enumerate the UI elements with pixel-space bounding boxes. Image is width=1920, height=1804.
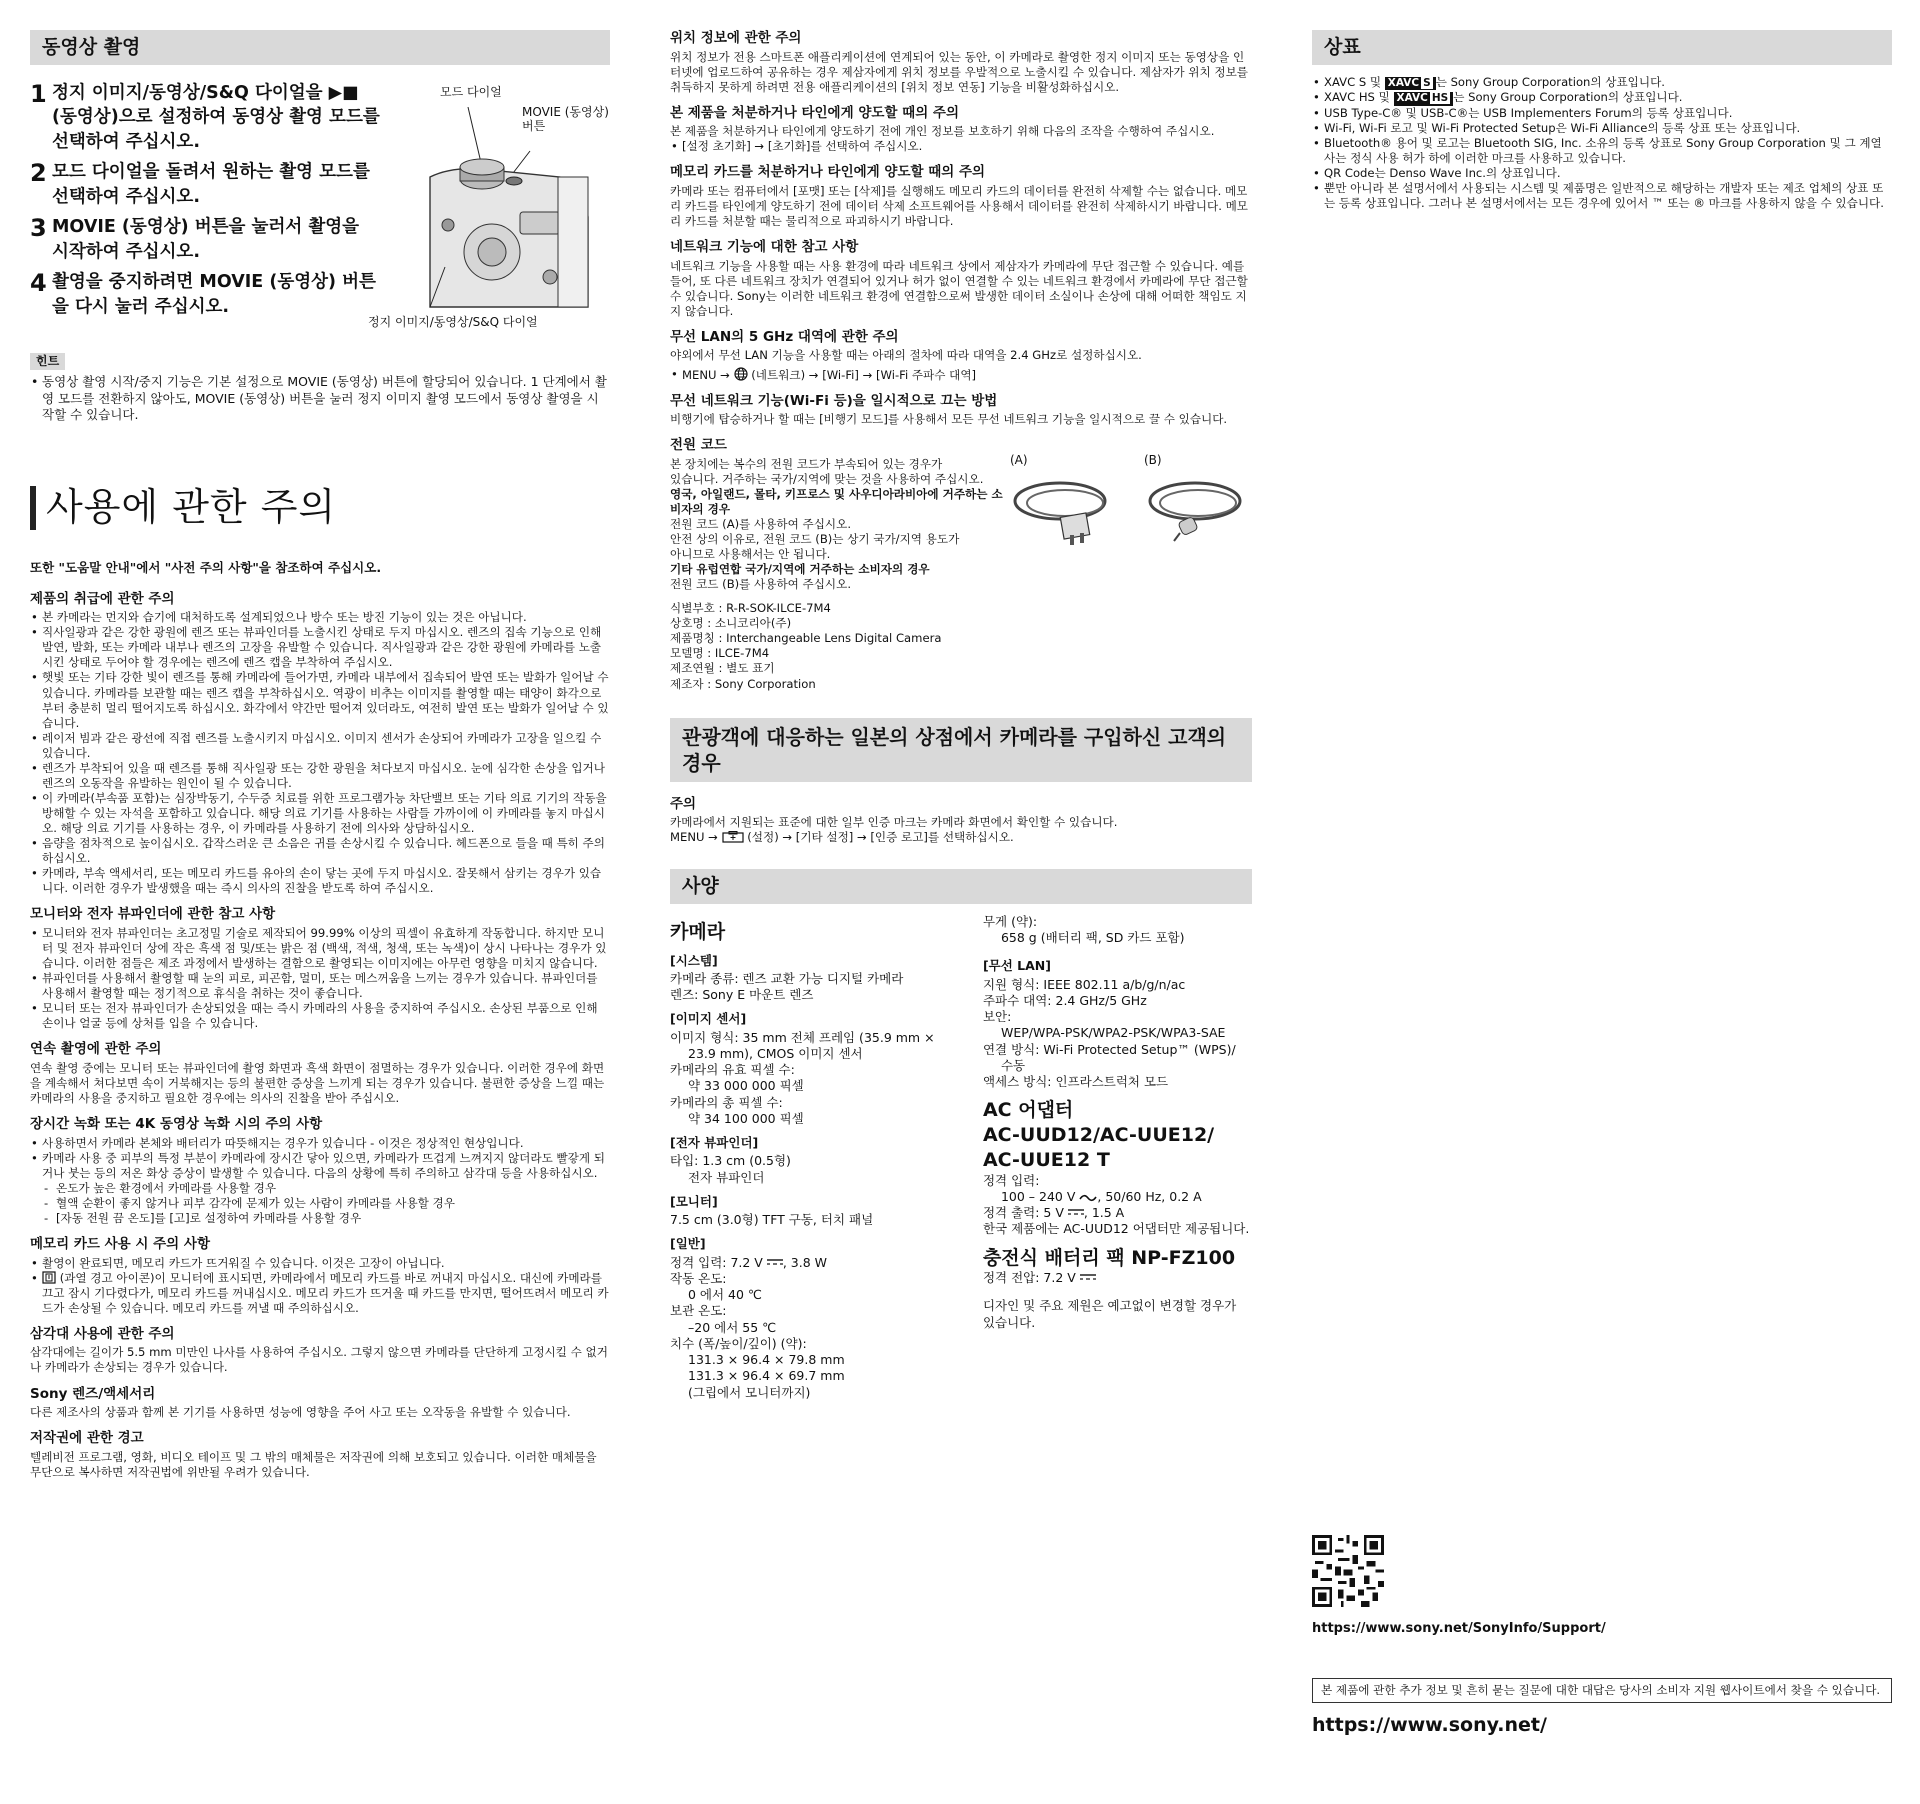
camera-body-illustration [410, 104, 610, 312]
section-5ghz-text: 야외에서 무선 LAN 기능을 사용할 때는 아래의 절차에 따라 대역을 2.4 GHz로 설정하십시오. [670, 348, 1142, 363]
list-item: • 모니터 또는 전자 뷰파인더가 손상되었을 때는 즉시 카메라의 사용을 중지하여 주십시오. 손상된 부품으로 인해 손이나 얼굴 등에 상처를 입을 수 있습니다. [30, 1001, 610, 1031]
section-card-dispose-text: 카메라 또는 컴퓨터에서 [포맷] 또는 [삭제]를 실행해도 메모리 카드의 데이터를 완전히 삭제할 수는 없습니다. 메모리 카드를 타인에게 양도하기 전에 데이터 삭제 소프트웨어를 사용해서 데이터를 완전히 삭제하시기 바랍니다. 메모리 카드를 처분할 때는 물리적으로 파괴하시기 바랍니다. [670, 183, 1248, 229]
support-url-link[interactable]: https://www.sony.net/SonyInfo/Support/ [1312, 1621, 1606, 1637]
section-title-trademark: 상표 [1312, 30, 1892, 65]
section-copyright-title: 저작권에 관한 경고 [30, 1430, 144, 1447]
section-network-title: 네트워크 기능에 대한 참고 사항 [670, 239, 859, 256]
overheat-warning-icon [42, 1271, 56, 1284]
chapter-bar [30, 486, 36, 530]
section-tripod-text: 삼각대에는 길이가 5.5 mm 미만인 나사를 사용하여 주십시오. 그렇지 않으면 카메라를 단단하게 고정시킬 수 없거나 카메라가 손상되는 경우가 있습니다. [30, 1345, 608, 1375]
list-item: • [설정 초기화] → [초기화]를 선택하여 주십시오. [670, 139, 1252, 154]
section-power-title: 전원 코드 [670, 437, 727, 454]
step-4: 4 촬영을 중지하려면 MOVIE (동영상) 버튼을 다시 눌러 주십시오. [30, 269, 376, 317]
menu-path-cert: MENU → (설정) → [기타 설정] → [인증 로고]를 선택하십시오. [670, 830, 1014, 845]
section-location-title: 위치 정보에 관한 주의 [670, 30, 802, 46]
spec-disclaimer: 디자인 및 주요 제원은 예고없이 변경할 경우가 있습니다. [982, 1298, 1237, 1330]
trademark-item: • USB Type-C® 및 USB-C®는 USB Implementers Forum의 등록 상표입니다. [1312, 106, 1892, 121]
movie-steps-block [30, 75, 610, 347]
battery-title: 충전식 배터리 팩 NP-FZ100 [982, 1246, 1236, 1269]
trademark-item: • Wi-Fi, Wi-Fi 로고 및 Wi-Fi Protected Setup은 Wi-Fi Alliance의 등록 상표 또는 상표입니다. [1312, 121, 1892, 136]
list-item: • 음량을 점차적으로 높이십시오. 갑작스러운 큰 소음은 귀를 손상시킬 수 있습니다. 헤드폰으로 들을 때 특히 주의하십시오. [30, 836, 610, 866]
sub-item: - 혈액 순환이 좋지 않거나 피부 감각에 문제가 있는 사람이 카메라를 사용할 경우 [30, 1196, 610, 1211]
section-airplane-text: 비행기에 탑승하거나 할 때는 [비행기 모드]를 사용해서 모든 무선 네트워크 기능을 일시적으로 끌 수 있습니다. [670, 412, 1228, 427]
rated-input: 정격 입력: 7.2 V , 3.8 W [670, 1254, 828, 1270]
precautions-list [30, 591, 610, 1480]
list-item: • 직사일광과 같은 강한 광원에 렌즈 또는 뷰파인더를 노출시킨 상태로 두지 마십시오. 렌즈의 집속 기능으로 인해 발연, 발화, 또는 카메라 내부나 렌즈의 고장을 유발할 수 있습니다. 직사일광과 같은 강한 광원에 카메라를 노출시킨 상태로 두어야 할 경우에는 렌즈에 렌즈 캡을 부착하여 주십시오. [30, 625, 610, 670]
chapter-title: 사용에 관한 주의 [46, 485, 337, 530]
hint-badge: 힌트 [30, 353, 65, 371]
trademark-item: • XAVC HS 및 XAVC HS 는 Sony Group Corporation의 상표입니다. [1312, 90, 1892, 106]
label-mode-dial: 모드 다이얼 [440, 84, 502, 99]
column-1 [30, 30, 610, 1480]
step-1: 1 정지 이미지/동영상/S&Q 다이얼을 ▶■ (동영상)으로 설정하여 동영상 촬영 모드를 선택하여 주십시오. [30, 79, 380, 152]
column-2: 위치 정보에 관한 주의 위치 정보가 전용 스마트폰 애플리케이션에 연계되어 있는 동안, 이 카메라로 촬영한 정지 이미지 또는 동영상을 인터넷에 업로드하여 공유하는 경우 제삼자에게 위치 정보를 우발적으로 노출시킬 수 있습니다. 제삼자가 위치 정보를 취득하지 못하게 하려면 전용 애플리케이션의 [위치 정보 연동] 기능을 비활성화하십시오. 본 제품을 처분하거나 타인에게 양도할 때의 주의 본 제품을 처분하거나 타인에게 양도하기 전에 개인 정보를 보호하기 위해 다음의 조작을 수행하여 주십시오. • [설정 초기화] → [초기화]를 선택하여 주십시오. 메모리 카드를 처분하거나 타인에게 양도할 때의 주의 카메라 또는 컴퓨터에서 [포맷] 또는 [삭제]를 실행해도 메모리 카드의 데이터를 완전히 삭제할 수는 없습니다. 메모리 카드를 타인에게 양도하기 전에 데이터 삭제 소프트웨어를 사용해서 데이터를 완전히 삭제하시기 바랍니다. 메모리 카드를 처분할 때는 물리적으로 파괴하시기 바랍니다. 네트워크 기능에 대한 참고 사항 네트워크 기능을 사용할 때는 사용 환경에 따라 네트워크 상에서 제삼자가 카메라에 무단 접근할 수 있습니다. 예를 들어, 또 다른 네트워크 장치가 연결되어 있거나 허가 없이 연결할 수 있는 네트워크 환경에서 카메라에 무단 접근할 수 있습니다. Sony는 이러한 네트워크 환경에 연결함으로써 발생한 데이터 소실이나 손상에 대해 어떠한 책임도 지지 않습니다. 무선 LAN의 5 GHz 대역에 관한 주의 야외에서 무선 LAN 기능을 사용할 때는 아래의 절차에 따라 대역을 2.4 GHz로 설정하십시오. • MENU → (네트워크) → [Wi-Fi] → [Wi-Fi 주파수 대역] 무선 네트워크 기능(Wi-Fi 등)을 일시적으로 끄는 방법 비행기에 탑승하거나 할 때는 [비행기 모드]를 사용해서 모든 무선 네트워크 기능을 일시적으로 끌 수 있습니다. 전원 코드 본 장치에는 복수의 전원 코드가 부속되어 있는 경우가 있습니다. 거주하는 국가/지역에 맞는 것을 사용하여 주십시오. 영국, 아일랜드, 몰타, 키프로스 및 사우디아라비아에 거주하는 소비자의 경우 전원 코드 (A)를 사용하여 주십시오. 안전 상의 이유로, 전원 코드 (B)는 상기 국가/지역 용도가 아니므로 사용해서는 안 됩니다. 기타 유럽연합 국가/지역에 거주하는 소비자의 경우 전원 코드 (B)를 사용하여 주십시오. (A) (B) 식별부호 : R-R-SOK-ILCE-7M4 상호명 : 소니코리아(주) 제품명칭 : Interchangeable Lens Digital Camera 모델명 : ILCE-7M4 제조연월 : 별도 표기 제조자 : Sony Corporation 관광객에 대응하는 일본의 상점에서 카메라를 구입하신 고객의 경우 주의 카메라에서 지원되는 표준에 대한 일부 인증 마크는 카메라 화면에서 확인할 수 있습니다. MENU → (설정) → [기타 설정] → [인증 로고]를 선택하십시오. 사양 카메라 [시스템] 카메라 종류: 렌즈 교환 가능 디지털 카메라 렌즈: Sony E 마운트 렌즈 [이미지 센서] 이미지 형식: 35 mm 전체 프레임 (35.9 mm × 23.9 mm), CMOS 이미지 센서 카메라의 유효 픽셀 수: 약 33 000 000 픽셀 카메라의 총 픽셀 수: 약 34 100 000 픽셀 [전자 뷰파인더] 타입: 1.3 cm (0.5형) 전자 뷰파인더 [모니터] 7.5 cm (3.0형) TFT 구동, 터치 패널 [일반] 정격 입력: 7.2 V , 3.8 W 작동 온도: 0 에서 40 ℃ 보관 온도: –20 에서 55 ℃ 치수 (폭/높이/깊이) (약): 131.3 × 96.4 × 79.8 mm 131.3 × 96.4 × 69.7 mm (그립에서 모니터까지) 무게 (약): 658 g (배터리 팩, SD 카드 포함) [무선 LAN] 지원 형식: IEEE 802.11 a/b/g/n/ac 주파수 대역: 2.4 GHz/5 GHz 보안: WEP/WPA-PSK/WPA2-PSK/WPA3-SAE 연결 방식: Wi-Fi Protected Setup™ (WPS)/ 수동 액세스 방식: 인프라스트럭처 모드 AC 어댑터 AC-UUD12/AC-UUE12/ AC-UUE12 T 정격 입력: 100 – 240 V , 50/60 Hz, 0.2 A 정격 출력: 5 V , 1.5 A 한국 제품에는 AC-UUD12 어댑터만 제공됩니다. 충전식 배터리 팩 NP-FZ100 정격 전압: 7.2 V 디자인 및 주요 제원은 예고없이 변경할 경우가 있습니다. [670, 30, 1252, 1401]
list-item: • 렌즈가 부착되어 있을 때 렌즈를 통해 직사일광 또는 강한 광원을 쳐다보지 마십시오. 눈에 심각한 손상을 입거나 렌즈의 오동작을 유발하는 원인이 될 수 있습니다. [30, 761, 610, 791]
list-item: • 이 카메라(부속품 포함)는 심장박동기, 수두증 치료를 위한 프로그램가능 차단밸브 또는 기타 의료 기기의 작동을 방해할 수 있는 자석을 포함하고 있습니다. 해당 의료 기기를 사용하는 사람들 가까이에 이 카메라를 놓지 마십시오. 해당 의료 기기를 사용하는 경우, 이 카메라를 사용하기 전에 의사와 상담하십시오. [30, 791, 610, 836]
label-still-dial: 정지 이미지/동영상/S&Q 다이얼 [368, 314, 538, 329]
trademark-item: • 뿐만 아니라 본 설명서에서 사용되는 시스템 및 제품명은 일반적으로 해당하는 개발자 또는 제조 업체의 상표 또는 등록 상표입니다. 그러나 본 설명서에서는 모든 경우에 있어서 ™ 또는 ® 마크를 사용하지 않을 수 있습니다. [1312, 181, 1892, 211]
ac-symbol-icon [1079, 1193, 1097, 1203]
section-dispose-text: 본 제품을 처분하거나 타인에게 양도하기 전에 개인 정보를 보호하기 위해 다음의 조작을 수행하여 주십시오. [670, 124, 1215, 139]
section-card-dispose-title: 메모리 카드를 처분하거나 타인에게 양도할 때의 주의 [670, 164, 986, 181]
footer-block [1312, 1678, 1892, 1738]
list-item: • 본 카메라는 먼지와 습기에 대처하도록 설계되었으나 방수 또는 방진 기능이 있는 것은 아닙니다. [30, 610, 610, 625]
section-title-spec: 사양 [670, 869, 1252, 904]
section-handling-title: 제품의 취급에 관한 주의 [30, 590, 175, 607]
section-memory-title: 메모리 카드 사용 시 주의 사항 [30, 1236, 210, 1253]
spec-left: 카메라 [시스템] 카메라 종류: 렌즈 교환 가능 디지털 카메라 렌즈: Sony E 마운트 렌즈 [이미지 센서] 이미지 형식: 35 mm 전체 프레임 (35.9 mm × 23.9 mm), CMOS 이미지 센서 카메라의 유효 픽셀 수: 약 33 000 000 픽셀 카메라의 총 픽셀 수: 약 34 100 000 픽셀 [전자 뷰파인더] 타입: 1.3 cm (0.5형) 전자 뷰파인더 [모니터] 7.5 cm (3.0형) TFT 구동, 터치 패널 [일반] 정격 입력: 7.2 V , 3.8 W 작동 온도: 0 에서 40 ℃ 보관 온도: –20 에서 55 ℃ 치수 (폭/높이/깊이) (약): 131.3 × 96.4 × 79.8 mm 131.3 × 96.4 × 69.7 mm (그립에서 모니터까지) [670, 914, 969, 1401]
hint-text: • 동영상 촬영 시작/중지 기능은 기본 설정으로 MOVIE (동영상) 버튼에 할당되어 있습니다. 1 단계에서 촬영 모드를 전환하지 않아도, MOVIE (동영상) 버튼을 눌러 정지 이미지 촬영 모드에서 동영상 촬영을 시작할 수 있습니다. [30, 374, 610, 423]
section-airplane-title: 무선 네트워크 기능(Wi-Fi 등)을 일시적으로 끄는 방법 [670, 392, 998, 409]
support-info-box: 본 제품에 관한 추가 정보 및 흔히 묻는 질문에 대한 대답은 당사의 소비자 지원 웹사이트에서 찾을 수 있습니다. [1312, 1678, 1892, 1703]
label-movie-button: MOVIE (동영상) 버튼 [522, 104, 609, 134]
section-lens-text: 다른 제조사의 상품과 함께 본 기기를 사용하면 성능에 영향을 주어 사고 또는 오작동을 유발할 수 있습니다. [30, 1405, 571, 1420]
dc-symbol-icon [1068, 1207, 1084, 1217]
cord-a-label: (A) [1010, 453, 1028, 468]
battery-voltage: 정격 전압: 7.2 V [983, 1270, 1252, 1286]
spec-camera-heading: 카메라 [670, 920, 726, 943]
section-lens-title: Sony 렌즈/액세서리 [30, 1385, 156, 1402]
list-item: • 햇빛 또는 기타 강한 빛이 렌즈를 통해 카메라에 들어가면, 카메라 내부에서 집속되어 발연 또는 발화가 일어날 수 있습니다. 카메라를 보관할 때는 렌즈 캡을 부착하십시오. 역광이 비추는 이미지를 촬영할 때는 태양이 화각으로부터 충분히 멀리 떨어지도록 하십시오. 화각에서 약간만 떨어져 있더라도, 여전히 발연 또는 발화가 일어날 수 있습니다. [30, 670, 610, 730]
ac-adapter-title: AC 어댑터 AC-UUD12/AC-UUE12/ AC-UUE12 T [982, 1099, 1215, 1171]
camera-diagram [368, 75, 610, 347]
spec-right: 무게 (약): 658 g (배터리 팩, SD 카드 포함) [무선 LAN] 지원 형식: IEEE 802.11 a/b/g/n/ac 주파수 대역: 2.4 GHz/5 GHz 보안: WEP/WPA-PSK/WPA2-PSK/WPA3-SAE 연결 방식: Wi-Fi Protected Setup™ (WPS)/ 수동 액세스 방식: 인프라스트럭처 모드 AC 어댑터 AC-UUD12/AC-UUE12/ AC-UUE12 T 정격 입력: 100 – 240 V , 50/60 Hz, 0.2 A 정격 출력: 5 V , 1.5 A 한국 제품에는 AC-UUD12 어댑터만 제공됩니다. 충전식 배터리 팩 NP-FZ100 정격 전압: 7.2 V 디자인 및 주요 제원은 예고없이 변경할 경우가 있습니다. [983, 914, 1252, 1401]
spec-columns [670, 914, 1252, 1401]
list-item: • 뷰파인더를 사용해서 촬영할 때 눈의 피로, 피곤함, 멀미, 또는 메스꺼움을 느끼는 경우가 있습니다. 뷰파인더를 사용해서 촬영할 때는 정기적으로 휴식을 취하는 것이 좋습니다. [30, 971, 610, 1001]
trademark-item: • Bluetooth® 용어 및 로고는 Bluetooth SIG, Inc. 소유의 등록 상표로 Sony Group Corporation 및 그 계열사는 정식 사용 허가 하에 이러한 마크를 사용하고 있습니다. [1312, 136, 1892, 166]
list-item: • 레이저 빔과 같은 광선에 직접 렌즈를 노출시키지 마십시오. 이미지 센서가 손상되어 카메라가 고장을 일으킬 수 있습니다. [30, 731, 610, 761]
xavc-hs-logo: XAVC HS [1394, 92, 1454, 106]
section-location-text: 위치 정보가 전용 스마트폰 애플리케이션에 연계되어 있는 동안, 이 카메라로 촬영한 정지 이미지 또는 동영상을 인터넷에 업로드하여 공유하는 경우 제삼자에게 위치 정보를 우발적으로 노출시킬 수 있습니다. 제삼자가 위치 정보를 취득하지 못하게 하려면 전용 애플리케이션의 [위치 정보 연동] 기능을 비활성화하십시오. [670, 49, 1248, 94]
support-block [1312, 1535, 1892, 1638]
section-tripod-title: 삼각대 사용에 관한 주의 [30, 1325, 175, 1342]
step-2: 2 모드 다이얼을 돌려서 원하는 촬영 모드를 선택하여 주십시오. [30, 159, 370, 207]
setup-toolbox-icon [722, 831, 744, 843]
step-3: 3 MOVIE (동영상) 버튼을 눌러서 촬영을 시작하여 주십시오. [30, 214, 360, 262]
ac-input: 100 – 240 V , 50/60 Hz, 0.2 A [1000, 1188, 1202, 1204]
section-5ghz-title: 무선 LAN의 5 GHz 대역에 관한 주의 [670, 328, 899, 345]
power-cord-a-illustration [1010, 471, 1120, 551]
section-monitor-title: 모니터와 전자 뷰파인더에 관한 참고 사항 [30, 906, 276, 923]
chapter-heading [30, 483, 610, 532]
section-title-japan: 관광객에 대응하는 일본의 상점에서 카메라를 구입하신 고객의 경우 [670, 718, 1252, 782]
section-continuous-title: 연속 촬영에 관한 주의 [30, 1041, 162, 1058]
section-copyright-text: 텔레비전 프로그램, 영화, 비디오 테이프 및 그 밖의 매체물은 저작권에 의해 보호되고 있습니다. 이러한 매체물을 무단으로 복사하면 저작권법에 위반될 우려가 있습니다. [30, 1449, 597, 1479]
section-continuous-text: 연속 촬영 중에는 모니터 또는 뷰파인더에 촬영 화면과 흑색 화면이 점멸하는 경우가 있습니다. 이러한 경우에 화면을 계속해서 쳐다보면 속이 거북해지는 등의 불편한 증상을 느끼게 되는 경우가 있습니다. 불편한 증상을 느낄 때는 카메라의 사용을 중지하고 필요한 경우에는 의사의 진찰을 받아 주십시오. [30, 1060, 605, 1106]
section-4k-title: 장시간 녹화 또는 4K 동영상 녹화 시의 주의 사항 [30, 1116, 323, 1133]
sub-item: - [자동 전원 끔 온도]를 [고]로 설정하여 카메라를 사용할 경우 [30, 1211, 610, 1226]
trademark-item: • QR Code는 Denso Wave Inc.의 상표입니다. [1312, 166, 1892, 181]
identification-block: 식별부호 : R-R-SOK-ILCE-7M4 상호명 : 소니코리아(주) 제품명칭 : Interchangeable Lens Digital Camera 모델명 : ILCE-7M4 제조연월 : 별도 표기 제조자 : Sony Corporation [670, 601, 942, 691]
section-network-text: 네트워크 기능을 사용할 때는 사용 환경에 따라 네트워크 상에서 제삼자가 카메라에 무단 접근할 수 있습니다. 예를 들어, 또 다른 네트워크 장치가 연결되어 있거나 허가 없이 연결할 수 있는 네트워크 환경에서 카메라에 무단 접근할 수 있습니다. Sony는 이러한 네트워크 환경에 연결함으로써 발생한 데이터 소실이나 손상에 대해 어떠한 책임도 지지 않습니다. [670, 258, 1248, 318]
japan-note-title: 주의 [670, 795, 697, 812]
column-3 [1312, 30, 1892, 1737]
menu-path-wifi: • MENU → (네트워크) → [Wi-Fi] → [Wi-Fi 주파수 대역] [670, 367, 1252, 383]
dc-symbol-icon [767, 1257, 783, 1267]
list-item: • 촬영이 완료되면, 메모리 카드가 뜨거워질 수 있습니다. 이것은 고장이 아닙니다. [30, 1256, 610, 1271]
ac-output: 정격 출력: 5 V , 1.5 A [982, 1205, 1125, 1221]
qr-code[interactable] [1312, 1535, 1384, 1607]
sub-item: - 온도가 높은 환경에서 카메라를 사용할 경우 [30, 1181, 610, 1196]
power-cord-block: 전원 코드 본 장치에는 복수의 전원 코드가 부속되어 있는 경우가 있습니다. 거주하는 국가/지역에 맞는 것을 사용하여 주십시오. 영국, 아일랜드, 몰타, 키프로스 및 사우디아라비아에 거주하는 소비자의 경우 전원 코드 (A)를 사용하여 주십시오. 안전 상의 이유로, 전원 코드 (B)는 상기 국가/지역 용도가 아니므로 사용해서는 안 됩니다. 기타 유럽연합 국가/지역에 거주하는 소비자의 경우 전원 코드 (B)를 사용하여 주십시오. (A) (B) [670, 437, 1252, 577]
list-item: • 카메라, 부속 액세서리, 또는 메모리 카드를 유아의 손이 닿는 곳에 두지 마십시오. 잘못해서 삼키는 경우가 있습니다. 이러한 경우가 발생했을 때는 즉시 의사의 진찰을 받도록 하여 주십시오. [30, 866, 610, 896]
xavc-s-logo: XAVC S [1385, 77, 1436, 91]
sony-url-link[interactable]: https://www.sony.net/ [1312, 1714, 1547, 1737]
reference-note: 또한 "도움말 안내"에서 "사전 주의 사항"을 참조하여 주십시오. [30, 560, 382, 576]
section-dispose-title: 본 제품을 처분하거나 타인에게 양도할 때의 주의 [670, 104, 960, 121]
section-title-movie: 동영상 촬영 [30, 30, 610, 65]
cord-b-label: (B) [1144, 453, 1162, 468]
list-item: • 모니터와 전자 뷰파인더는 초고정밀 기술로 제작되어 99.99% 이상의 픽셀이 유효하게 작동합니다. 하지만 모니터 및 전자 뷰파인더 상에 작은 흑색 점 및/또는 밝은 점 (백색, 적색, 청색, 또는 녹색)이 상시 나타나는 경우가 있습니다. 이러한 점들은 제조 과정에서 발생하는 결함으로 촬영되는 이미지에는 아무런 영향을 미치지 않습니다. [30, 926, 610, 971]
list-item-overheat: • (과열 경고 아이콘)이 모니터에 표시되면, 카메라에서 메모리 카드를 바로 꺼내지 마십시오. 대신에 카메라를 끄고 잠시 기다렸다가, 메모리 카드를 꺼내십시오. 메모리 카드가 뜨거울 때 카드를 만지면, 떨어뜨려서 메모리 카드가 손상될 수 있습니다. 메모리 카드를 꺼낼 때 주의하십시오. [30, 1271, 610, 1316]
network-globe-icon [734, 367, 748, 381]
trademark-item: • XAVC S 및 XAVC S 는 Sony Group Corporation의 상표입니다. [1312, 75, 1892, 91]
power-cord-b-illustration [1140, 471, 1250, 551]
list-item: • 사용하면서 카메라 본체와 배터리가 따뜻해지는 경우가 있습니다 - 이것은 정상적인 현상입니다. [30, 1136, 610, 1151]
dc-symbol-icon [1080, 1272, 1096, 1282]
list-item: • 카메라 사용 중 피부의 특정 부분이 카메라에 장시간 닿아 있으면, 카메라가 뜨겁게 느껴지지 않더라도 빨갛게 되거나 붓는 등의 저온 화상 증상이 발생할 수 있습니다. 다음의 상황에 특히 주의하고 삼각대 등을 사용하십시오. [30, 1151, 610, 1181]
